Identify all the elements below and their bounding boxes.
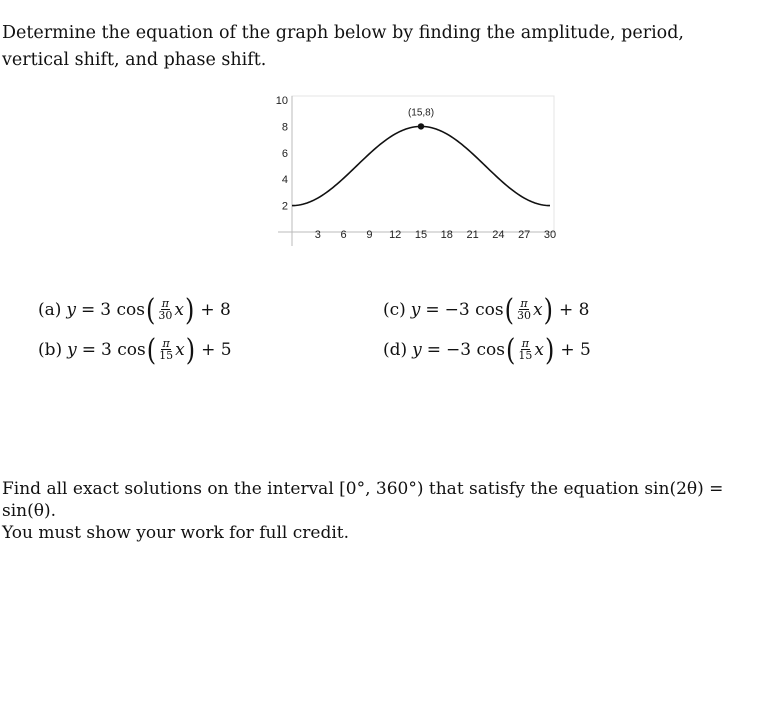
option-shift: + 5 <box>560 339 591 360</box>
left-paren: ( <box>146 332 157 367</box>
left-paren: ( <box>504 292 514 327</box>
fraction-numerator: π <box>521 337 529 350</box>
fraction-denominator: 15 <box>518 349 533 362</box>
peak-point-label: (15,8) <box>407 107 435 119</box>
fraction-denominator: 30 <box>516 309 531 322</box>
fraction-numerator: π <box>520 297 528 310</box>
left-paren: ( <box>505 332 516 367</box>
right-paren: ) <box>185 332 196 367</box>
question-2-line-1: Find all exact solutions on the interval [0°, 360°) that satisfy the equation sin(2θ) = sin(θ). <box>2 479 724 521</box>
option-fraction <box>517 338 533 361</box>
fraction-numerator: π <box>162 337 170 350</box>
option-coef: 3 cos <box>101 339 146 360</box>
option-var: x <box>534 339 544 360</box>
x-tick-label: 6 <box>340 229 347 241</box>
option-label: (b) <box>38 339 63 360</box>
fraction-denominator: 30 <box>158 309 173 322</box>
option-var: x <box>175 339 185 360</box>
option-lhs: y <box>412 339 422 360</box>
option-shift: + 5 <box>201 339 232 360</box>
option-a[interactable]: (a) y = 3 cos ( $\frac{\pi}{30}$ x ) + 8 <box>38 292 231 327</box>
option-label: (a) <box>38 299 62 320</box>
x-tick-label: 24 <box>492 229 505 241</box>
option-lhs: y <box>410 299 421 320</box>
option-c[interactable]: (c) y = −3 cos ( $\frac{\pi}{30}$ x ) + 8 <box>383 292 590 327</box>
fraction-denominator: 15 <box>159 349 174 362</box>
option-d[interactable]: (d) y = −3 cos ( $\frac{\pi}{15}$ x ) + 5 <box>383 332 591 367</box>
option-label: (d) <box>383 339 408 360</box>
option-fraction <box>516 298 532 321</box>
x-tick-label: 18 <box>440 229 453 241</box>
y-tick-label: 10 <box>275 95 288 107</box>
x-tick-label: 12 <box>389 229 402 241</box>
right-paren: ) <box>544 332 555 367</box>
option-label: (c) <box>383 299 406 320</box>
option-fraction <box>157 298 173 321</box>
peak-point <box>418 123 424 129</box>
y-tick-label: 6 <box>281 147 288 160</box>
option-var: x <box>174 299 184 320</box>
y-tick-label: 4 <box>281 174 288 187</box>
cosine-graph <box>272 92 557 250</box>
option-coef: 3 cos <box>100 299 145 320</box>
x-tick-label: 21 <box>466 229 479 241</box>
question-1-text: Determine the equation of the graph below by finding the amplitude, period, vertical shift, and phase shift. <box>2 23 684 70</box>
fraction-numerator: π <box>161 297 169 310</box>
y-tick-label: 2 <box>281 200 288 213</box>
option-coef: −3 cos <box>444 299 504 320</box>
option-fraction <box>158 338 174 361</box>
x-tick-label: 9 <box>366 229 373 241</box>
left-paren: ( <box>145 292 156 327</box>
right-paren: ) <box>184 292 195 327</box>
cosine-curve <box>292 126 550 205</box>
option-b[interactable]: (b) y = 3 cos ( $\frac{\pi}{15}$ x ) + 5 <box>38 332 232 367</box>
option-lhs: y <box>66 299 77 320</box>
y-tick-label: 8 <box>281 121 288 134</box>
question-2-line-2: You must show your work for full credit. <box>2 523 349 543</box>
option-coef: −3 cos <box>446 339 505 360</box>
x-tick-label: 3 <box>314 229 321 241</box>
x-tick-label: 27 <box>518 229 531 241</box>
right-paren: ) <box>543 292 553 327</box>
x-tick-label: 15 <box>414 229 428 241</box>
x-tick-label: 30 <box>543 229 557 241</box>
question-2 <box>2 478 757 544</box>
option-lhs: y <box>67 339 77 360</box>
graph-svg <box>272 92 557 250</box>
option-var: x <box>532 299 543 320</box>
option-shift: + 8 <box>200 299 231 320</box>
option-shift: + 8 <box>558 299 590 320</box>
